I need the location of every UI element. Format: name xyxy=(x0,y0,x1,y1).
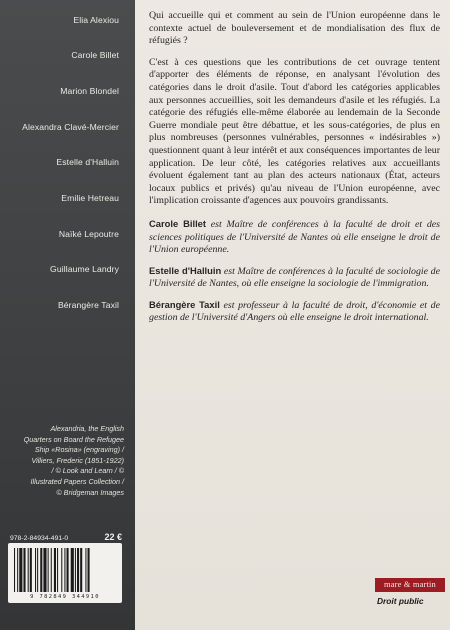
credit-line: Illustrated Papers Collection / xyxy=(30,476,124,486)
barcode-bar xyxy=(30,548,32,592)
credit-line: Villiers, Frederic (1851-1922) xyxy=(31,455,124,465)
barcode-bar xyxy=(71,548,74,592)
barcode-bar xyxy=(28,548,29,592)
author-name: Carole Billet xyxy=(71,50,119,60)
author-bio xyxy=(149,265,440,291)
barcode-bar xyxy=(14,548,15,592)
author-name: Elia Alexiou xyxy=(73,15,119,25)
author-name: Guillaume Landry xyxy=(50,264,119,274)
credit-line: Ship «Rosina» (engraving) / xyxy=(34,445,124,455)
barcode-bar xyxy=(51,548,52,592)
isbn-price-row xyxy=(10,532,122,542)
isbn: 978-2-84934-491-0 xyxy=(10,535,69,542)
image-credit xyxy=(0,424,124,498)
bio-text: est professeur à la faculté de droit, d'économie et de gestion de l'Université d'Angers où elle enseigne le droit international. xyxy=(149,299,440,324)
bio-text: est Maître de conférences à la faculté de droit et des sciences politiques de l'Université de Nantes où elle enseigne le droit de l'Union européenne. xyxy=(149,218,441,256)
barcode-bar xyxy=(61,548,62,592)
publisher-block xyxy=(375,578,445,606)
credit-line: Quarters on Board the Refugee xyxy=(23,434,124,444)
barcode-bar xyxy=(64,548,65,592)
author-bio xyxy=(149,218,440,257)
barcode-bar xyxy=(17,548,18,592)
author-name: Naïké Lepoutre xyxy=(58,229,119,239)
barcode-digits: 9 782849 344910 xyxy=(30,594,100,600)
author-bio xyxy=(149,299,440,325)
description-column xyxy=(149,10,440,333)
price: 22 € xyxy=(104,532,122,542)
description-text: C'est à ces questions que les contributions de cet ouvrage tentent d'apporter des éléments de réponse, en analysant l'évolution des catégories dans le droit d'asile. Tout d'abord les catégories applicables aux personnes accueillies, soit les demandeurs d'asile et les réfugiés. La catégorie des réfugiés elle-même élaborée au lendemain de la Seconde Guerre mondiale peut être débattue, et les sous-catégories, de plus en plus nombreuses (personnes vulnérables, personnes « indésirables ») questionnent quant à leur intérêt et aux conséquences importantes de leur application. De leur côté, les catégories relatives aux accueillants évoluent également tant au plan des acteurs nationaux (État, acteurs locaux publics et privés) qu'au niveau de l'Union européenne, avec l'implication croissante d'agences aux pouvoirs grandissants. xyxy=(149,56,440,207)
bio-name: Bérangère Taxil xyxy=(149,298,220,310)
credit-line: Alexandria, the English xyxy=(50,424,124,433)
barcode-bar xyxy=(85,548,86,592)
barcode-bar xyxy=(19,548,22,592)
bio-name: Carole Billet xyxy=(149,217,207,229)
sidebar-panel xyxy=(0,0,135,630)
author-name: Alexandra Clavé-Mercier xyxy=(22,122,119,132)
barcode-bar xyxy=(77,548,79,592)
barcode-bar xyxy=(48,548,49,592)
barcode-bar xyxy=(88,548,90,592)
author-name: Estelle d'Halluin xyxy=(56,157,119,167)
barcode-bar xyxy=(40,548,42,592)
barcode-bar xyxy=(75,548,76,592)
author-name: Emilie Hetreau xyxy=(61,193,119,203)
credit-line: / © Look and Learn / © xyxy=(51,466,124,476)
author-name: Marion Blondel xyxy=(60,86,119,96)
barcode-bar xyxy=(43,548,46,592)
intro-question: Qui accueille qui et comment au sein de l'Union européenne dans le contexte actuel de bouleversement et de mondialisation des flux de réfugiés ? xyxy=(149,10,440,47)
barcode xyxy=(8,543,122,603)
barcode-bar xyxy=(67,548,69,592)
barcode-bars xyxy=(14,548,116,592)
barcode-bar xyxy=(54,548,56,592)
barcode-bar xyxy=(57,548,58,592)
bio-name: Estelle d'Halluin xyxy=(149,264,222,276)
barcode-bar xyxy=(37,548,38,592)
barcode-bar xyxy=(23,548,25,592)
series-name: Droit public xyxy=(377,596,424,606)
credit-line: © Bridgeman Images xyxy=(56,487,124,497)
barcode-bar xyxy=(35,548,36,592)
author-name: Bérangère Taxil xyxy=(57,300,119,310)
barcode-bar xyxy=(80,548,82,592)
bio-text: est Maître de conférences à la faculté de sociologie de l'Université de Nantes, où elle enseigne la sociologie de l'immigration. xyxy=(149,265,440,290)
publisher-logo: mare & martin xyxy=(375,578,445,592)
